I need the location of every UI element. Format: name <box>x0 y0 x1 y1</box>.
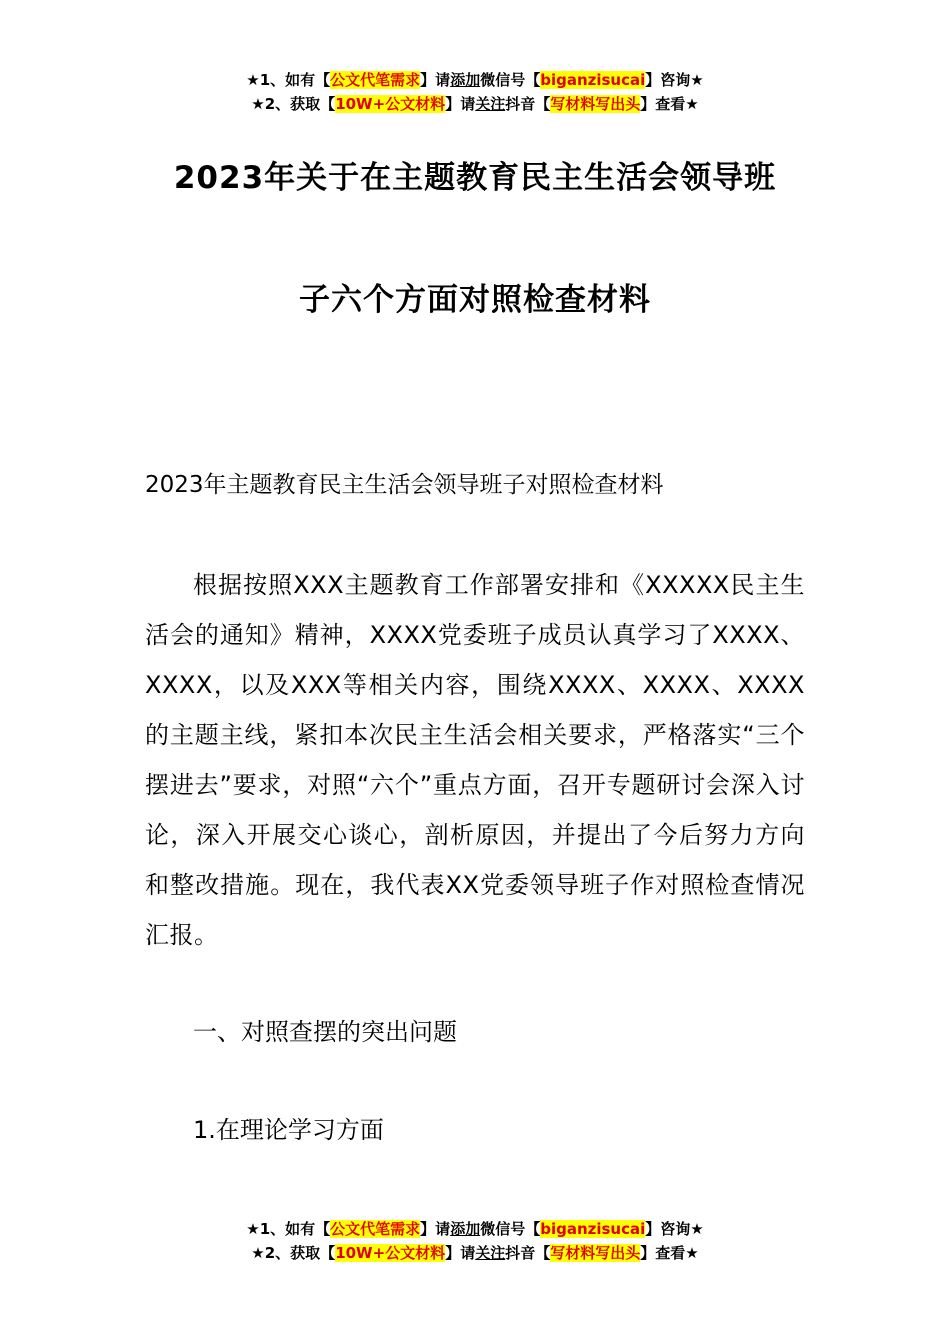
promo-text: 】咨询★ <box>645 1220 704 1238</box>
promo-line-2 <box>0 92 950 116</box>
promo-text: 】请 <box>445 1244 476 1262</box>
promo-banner-bottom <box>0 1217 950 1265</box>
promo-line-2 <box>0 1241 950 1265</box>
promo-text: 】请 <box>420 1220 451 1238</box>
document-title-line-1: 2023年关于在主题教育民主生活会领导班 <box>173 160 777 196</box>
promo-highlight: biganzisucai <box>540 71 646 89</box>
section-heading: 一、对照查摆的突出问题 <box>193 1018 457 1046</box>
document-subtitle: 2023年主题教育民主生活会领导班子对照检查材料 <box>145 472 664 498</box>
promo-highlight: 写材料写出头 <box>550 95 641 113</box>
promo-text: 抖音【 <box>505 1244 551 1262</box>
promo-underlined: 添加 <box>450 1220 481 1238</box>
promo-text: ★1、如有【 <box>246 1220 331 1238</box>
subsection-heading: 1.在理论学习方面 <box>193 1116 384 1144</box>
promo-highlight: biganzisucai <box>540 1220 646 1238</box>
promo-text: 微信号【 <box>480 1220 541 1238</box>
promo-underlined: 关注 <box>475 1244 506 1262</box>
intro-paragraph: 根据按照XXX主题教育工作部署安排和《XXXXX民主生活会的通知》精神，XXXX党委班子成员认真学习了XXXX、XXXX，以及XXX等相关内容，围绕XXXX、XXXX、XXXX的主题主线，紧扣本次民主生活会相关要求，严格落实“三个摆进去”要求，对照“六个”重点方面，召开专题研讨会深入讨论，深入开展交心谈心，剖析原因，并提出了今后努力方向和整改措施。现在，我代表XX党委领导班子作对照检查情况汇报。 <box>145 571 805 949</box>
promo-highlight: 公文代笔需求 <box>330 71 421 89</box>
promo-text: 抖音【 <box>505 95 551 113</box>
promo-text: ★2、获取【 <box>251 1244 336 1262</box>
promo-text: 】查看★ <box>640 95 699 113</box>
promo-text: ★1、如有【 <box>246 71 331 89</box>
promo-banner-top <box>0 68 950 116</box>
promo-highlight: 10W+公文材料 <box>335 95 446 113</box>
promo-text: 】请 <box>445 95 476 113</box>
promo-highlight: 公文代笔需求 <box>330 1220 421 1238</box>
promo-text: 】查看★ <box>640 1244 699 1262</box>
promo-underlined: 添加 <box>450 71 481 89</box>
promo-text: 微信号【 <box>480 71 541 89</box>
promo-text: 】请 <box>420 71 451 89</box>
promo-text: ★2、获取【 <box>251 95 336 113</box>
document-title-line-2: 子六个方面对照检查材料 <box>299 282 651 318</box>
promo-underlined: 关注 <box>475 95 506 113</box>
promo-line-1 <box>0 68 950 92</box>
promo-line-1 <box>0 1217 950 1241</box>
promo-highlight: 写材料写出头 <box>550 1244 641 1262</box>
promo-highlight: 10W+公文材料 <box>335 1244 446 1262</box>
promo-text: 】咨询★ <box>645 71 704 89</box>
